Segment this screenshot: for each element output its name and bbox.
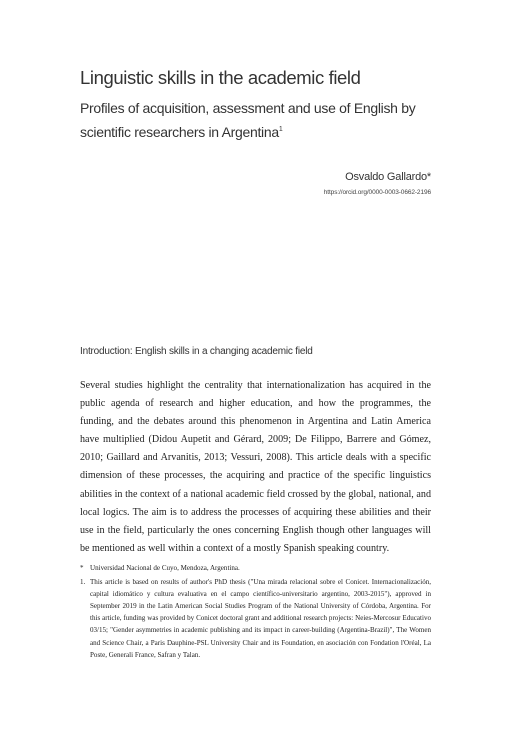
author-orcid-link[interactable]: https://orcid.org/0000-0003-0662-2196	[323, 189, 431, 196]
section-heading: Introduction: English skills in a changing academic field	[80, 346, 313, 357]
article-subtitle-text: Profiles of acquisition, assessment and use of English by scientific researchers in Argentina	[80, 100, 416, 140]
footnotes	[80, 562, 431, 663]
footnote-text: This article is based on results of author's PhD thesis ("Una mirada relacional sobre el Conicet. Internacionalización, capital idiomático y cultura evaluativa en el campo científico-universitario argentino, 2003-2015"), approved in September 2019 in the Latin American Social Studies Program of the National University of Córdoba, Argentina. For this article, funding was provided by Conicet doctoral grant and additional research projects: Neies-Mercosur Educativo 03/15; "Gender asymmetries in academic publishing and its impact in career-building (Argentina-Brazil)", The Women and Science Chair, a Paris Dauphine-PSL University Chair and its Foundation, en asociación con Fondation l'Oréal, La Poste, Generali France, Safran y Talan.	[90, 578, 431, 659]
article-title: Linguistic skills in the academic field	[80, 67, 361, 88]
footnote-affiliation	[80, 562, 431, 574]
footnote-mark: 1.	[80, 578, 86, 587]
footnote-ref-1[interactable]: 1	[278, 126, 283, 133]
article-subtitle	[80, 96, 440, 144]
body-paragraph: Several studies highlight the centrality that internationalization has acquired in the public agenda of research and higher education, and how the programmes, the funding, and the debates around this phenomenon in Argentina and Latin America have multiplied (Didou Aupetit and Gérard, 2009; De Filippo, Barrere and Gómez, 2010; Gaillard and Arvanitis, 2013; Vessuri, 2008). This article deals with a specific dimension of these processes, the acquiring and practice of the specific linguistics abilities in the context of a national academic field crossed by the global, national, and local logics. The aim is to address the processes of acquiring these abilities and their use in the field, particularly the ones concerning English though other languages will be mentioned as well within a context of a mostly Spanish speaking country.	[80, 380, 431, 554]
footnote-1	[80, 576, 431, 661]
author-name: Osvaldo Gallardo*	[345, 171, 431, 183]
footnote-mark: *	[80, 564, 84, 572]
footnote-text: Universidad Nacional de Cuyo, Mendoza, Argentina.	[90, 564, 240, 572]
